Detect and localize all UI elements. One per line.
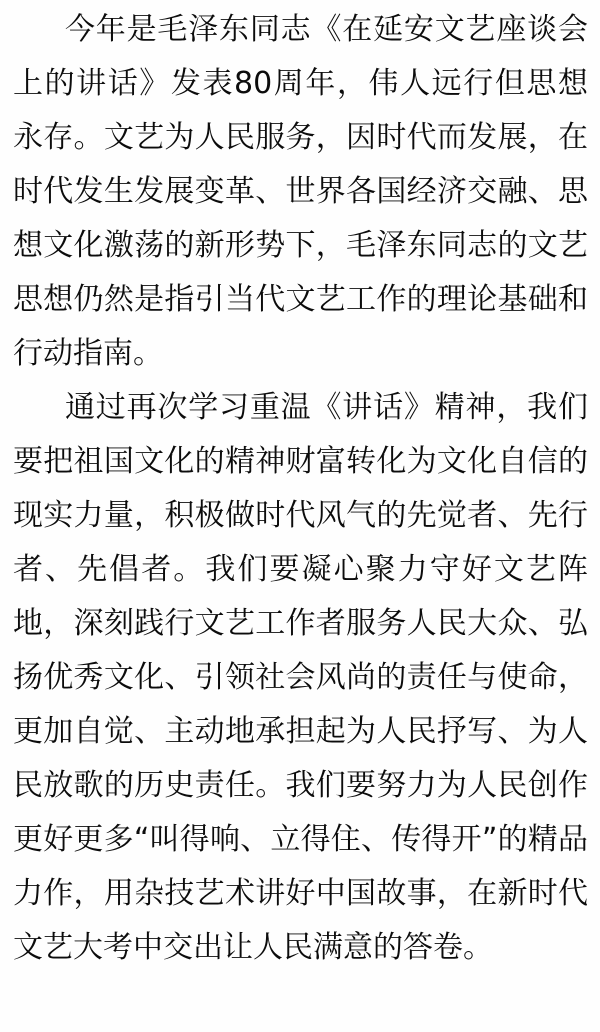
paragraph [13,3,588,381]
text-line: 现实力量，积极做时代风气的先觉者、先行 [13,498,588,533]
text-line: 扬优秀文化、引领社会风尚的责任与使命， [13,660,588,695]
text-line: 者、先倡者。我们要凝心聚力守好文艺阵 [13,552,588,587]
paragraph [13,381,588,975]
text-line: 更加自觉、主动地承担起为人民抒写、为人 [13,714,588,749]
text-line: 思想仍然是指引当代文艺工作的理论基础和 [13,282,588,317]
text-line: 通过再次学习重温《讲话》精神，我们 [65,390,588,425]
text-line: 要把祖国文化的精神财富转化为文化自信的 [13,444,588,479]
text-line: 力作，用杂技艺术讲好中国故事，在新时代 [13,876,588,911]
text-line: 文艺大考中交出让人民满意的答卷。 [13,930,493,965]
text-line: 今年是毛泽东同志《在延安文艺座谈会 [65,12,588,47]
text-line: 民放歌的历史责任。我们要努力为人民创作 [13,768,588,803]
text-line: 行动指南。 [13,336,163,371]
text-line: 永存。文艺为人民服务，因时代而发展，在 [13,120,588,155]
article-text [13,3,588,975]
text-line: 地，深刻践行文艺工作者服务人民大众、弘 [13,606,588,641]
text-line: 想文化激荡的新形势下，毛泽东同志的文艺 [13,228,588,263]
text-line: 更好更多“叫得响、立得住、传得开”的精品 [13,822,588,857]
text-line: 上的讲话》发表80周年，伟人远行但思想 [13,66,588,101]
text-line: 时代发生发展变革、世界各国经济交融、思 [13,174,588,209]
